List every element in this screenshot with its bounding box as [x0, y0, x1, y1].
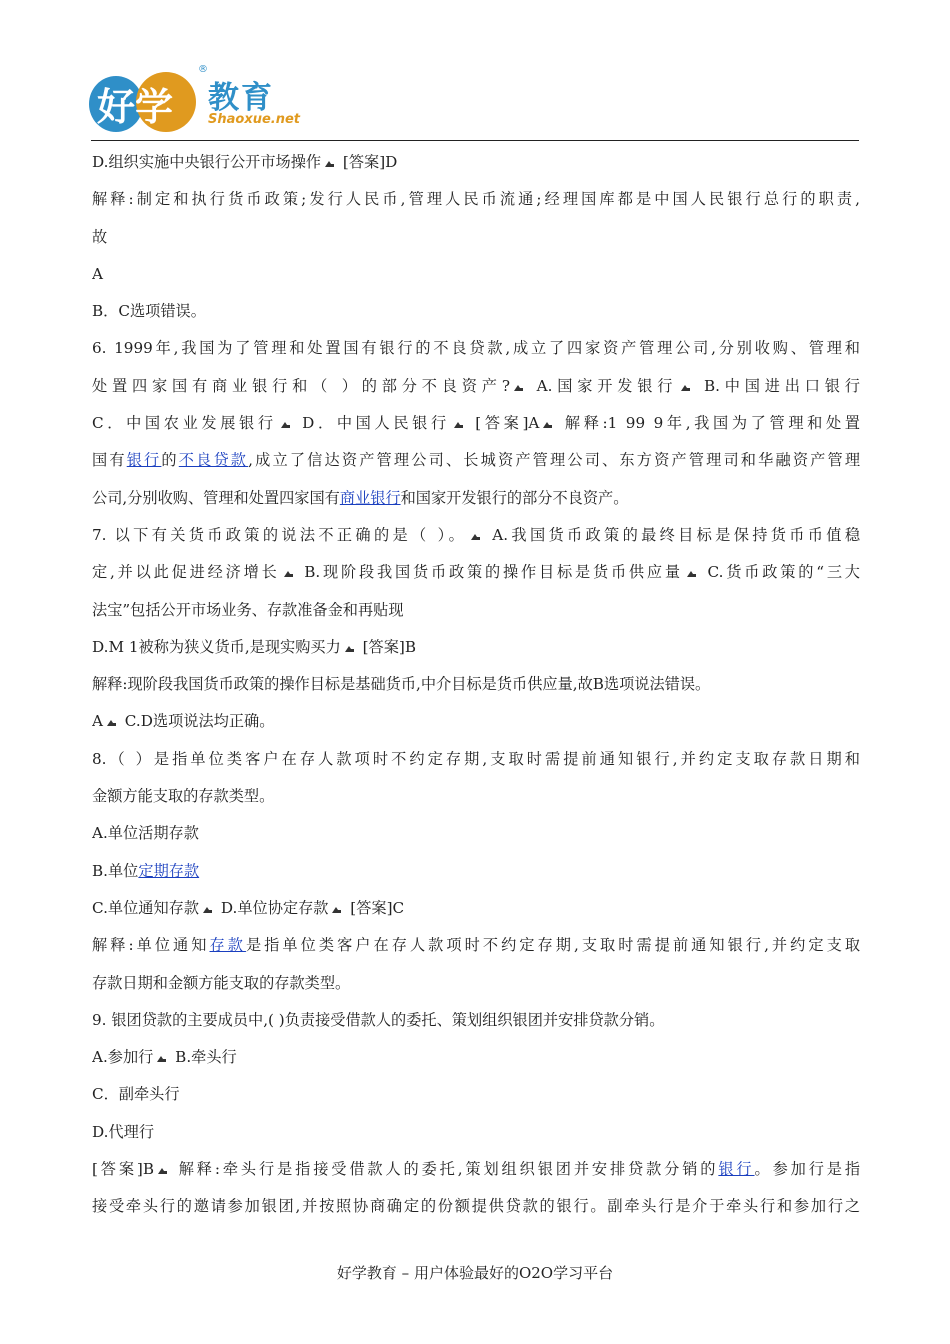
edit-mark-icon	[156, 1055, 167, 1063]
inline-link[interactable]: 商业银行	[339, 488, 401, 507]
text-run: 金额方能支取的存款类型。	[92, 787, 275, 806]
text-run: A.单位活期存款	[92, 824, 199, 843]
text-run: 9. 银团贷款的主要成员中,( )负责接受借款人的委托、策划组织银团并安排贷款分销。	[92, 1010, 665, 1029]
text-run: 解释:1 99 9年,我国为了管理和处置	[556, 414, 860, 433]
text-line	[92, 927, 860, 964]
text-line	[92, 853, 860, 890]
text-line	[92, 1188, 860, 1225]
edit-mark-icon	[453, 421, 464, 429]
text-run: D.代理行	[92, 1122, 155, 1141]
text-run: [答案]B	[92, 1160, 155, 1179]
edit-mark-icon	[280, 421, 291, 429]
inline-link[interactable]: 银行	[718, 1160, 755, 1179]
text-run: 国有	[92, 451, 127, 470]
text-run: ,成立了信达资产管理公司、长城资产管理公司、东方资产管理司和华融资产管理	[248, 451, 860, 470]
text-line	[92, 965, 860, 1002]
text-run: A.参加行	[92, 1048, 154, 1067]
edit-mark-icon	[686, 570, 697, 578]
edit-mark-icon	[283, 570, 294, 578]
text-line	[92, 293, 860, 330]
edit-mark-icon	[542, 421, 553, 429]
text-run: D.单位协定存款	[216, 898, 329, 917]
text-run: [答案]C	[345, 898, 405, 917]
text-line	[92, 181, 860, 218]
inline-link[interactable]: 银行	[126, 451, 162, 470]
text-line	[92, 219, 860, 256]
text-line	[92, 144, 860, 181]
logo-domain-text: Shaoxue.net	[208, 112, 301, 127]
text-run: B.牵头行	[170, 1048, 237, 1067]
inline-link[interactable]: 定期存款	[138, 861, 200, 880]
logo-cn-text: 教育	[208, 80, 274, 116]
text-run: A.国家开发银行	[526, 376, 678, 395]
text-run: 。参加行是指	[754, 1160, 860, 1179]
text-run: 接受牵头行的邀请参加银团,并按照协商确定的份额提供贷款的银行。副牵头行是介于牵头行和参加行之	[92, 1197, 860, 1216]
text-line	[92, 629, 860, 666]
inline-link[interactable]: 不良贷款	[178, 451, 249, 470]
text-line	[92, 815, 860, 852]
registered-mark: ®	[198, 64, 208, 75]
edit-mark-icon	[344, 645, 355, 653]
text-line	[92, 592, 860, 629]
text-line	[92, 666, 860, 703]
text-run: 存款日期和金额方能支取的存款类型。	[92, 973, 351, 992]
edit-mark-icon	[157, 1167, 168, 1175]
edit-mark-icon	[324, 160, 335, 168]
text-run: C．副牵头行	[92, 1085, 180, 1104]
text-run: 公司,分别收购、管理和处置四家国有	[92, 488, 340, 507]
inline-link[interactable]: 存款	[209, 936, 246, 955]
text-run: 解释:牵头行是指接受借款人的委托,策划组织银团并安排贷款分销的	[171, 1160, 719, 1179]
text-run: 是指单位类客户在存人款项时不约定存期,支取时需提前通知银行,并约定支取	[245, 936, 860, 955]
text-run: D．中国人民银行	[293, 414, 450, 433]
logo-mark-icon	[86, 62, 208, 140]
text-line	[92, 554, 860, 591]
edit-mark-icon	[106, 719, 117, 727]
text-run: 解释:现阶段我国货币政策的操作目标是基础货币,中介目标是货币供应量,故B选项说法错误。	[92, 675, 711, 694]
text-run: [答案]D	[338, 153, 398, 171]
page-footer: 好学教育 – 用户体验最好的O2O学习平台	[336, 1264, 614, 1282]
text-run: C．中国农业发展银行	[92, 414, 277, 433]
text-run: 6. 1999年,我国为了管理和处置国有银行的不良贷款,成立了四家资产管理公司,分别收购、管理和	[92, 339, 860, 358]
logo-main-text: 好学	[97, 85, 174, 129]
text-run: A.我国货币政策的最终目标是保持货币币值稳	[484, 525, 860, 544]
text-line	[92, 480, 860, 517]
text-line	[92, 1002, 860, 1039]
text-run: C.D选项说法均正确。	[119, 712, 275, 731]
text-run: C.货币政策的“三大	[699, 563, 860, 582]
text-line	[92, 703, 860, 740]
text-line	[92, 1114, 860, 1151]
text-run: [答案]A	[466, 414, 540, 433]
text-run: 处置四家国有商业银行和（ ）的部分不良资产?	[92, 376, 510, 395]
text-line	[92, 330, 860, 367]
text-run: A	[92, 712, 103, 731]
text-line	[92, 517, 860, 554]
edit-mark-icon	[470, 533, 481, 541]
shaoxue-logo[interactable]	[86, 62, 301, 140]
edit-mark-icon	[513, 384, 524, 392]
text-run: B.中国进出口银行	[694, 376, 860, 395]
edit-mark-icon	[331, 906, 342, 914]
text-line	[92, 890, 860, 927]
text-run: 的	[161, 451, 179, 470]
document-body	[92, 144, 860, 1226]
text-run: [答案]B	[357, 637, 416, 656]
text-run: B.单位	[92, 861, 139, 880]
text-run: 法宝”包括公开市场业务、存款准备金和再贴现	[92, 600, 404, 619]
text-run: D.M 1被称为狭义货币,是现实购买力	[92, 637, 341, 656]
text-run: B．C选项错误。	[92, 302, 206, 321]
header-divider	[91, 140, 859, 141]
text-line	[92, 1151, 860, 1188]
text-run: 故	[92, 227, 108, 246]
text-run: C.单位通知存款	[92, 898, 200, 917]
edit-mark-icon	[202, 906, 213, 914]
text-line	[92, 405, 860, 442]
text-line	[92, 1039, 860, 1076]
text-run: 7. 以下有关货币政策的说法不正确的是（ ）。	[92, 525, 468, 544]
text-run: 定,并以此促进经济增长	[92, 563, 280, 582]
text-run: A	[92, 264, 103, 283]
text-run: 解释:制定和执行货币政策;发行人民币,管理人民币流通;经理国库都是中国人民银行总行的职责,	[92, 190, 860, 209]
text-line	[92, 442, 860, 479]
text-line	[92, 256, 860, 293]
text-run: 和国家开发银行的部分不良资产。	[400, 488, 629, 507]
text-run: B.现阶段我国货币政策的操作目标是货币供应量	[296, 563, 683, 582]
text-line	[92, 741, 860, 778]
text-line	[92, 778, 860, 815]
text-run: 8.（ ）是指单位类客户在存人款项时不约定存期,支取时需提前通知银行,并约定支取存款日期和	[92, 749, 860, 768]
text-line	[92, 368, 860, 405]
text-line	[92, 1076, 860, 1113]
text-run: 解释:单位通知	[92, 936, 210, 955]
edit-mark-icon	[680, 384, 691, 392]
text-run: D.组织实施中央银行公开市场操作	[92, 153, 322, 171]
